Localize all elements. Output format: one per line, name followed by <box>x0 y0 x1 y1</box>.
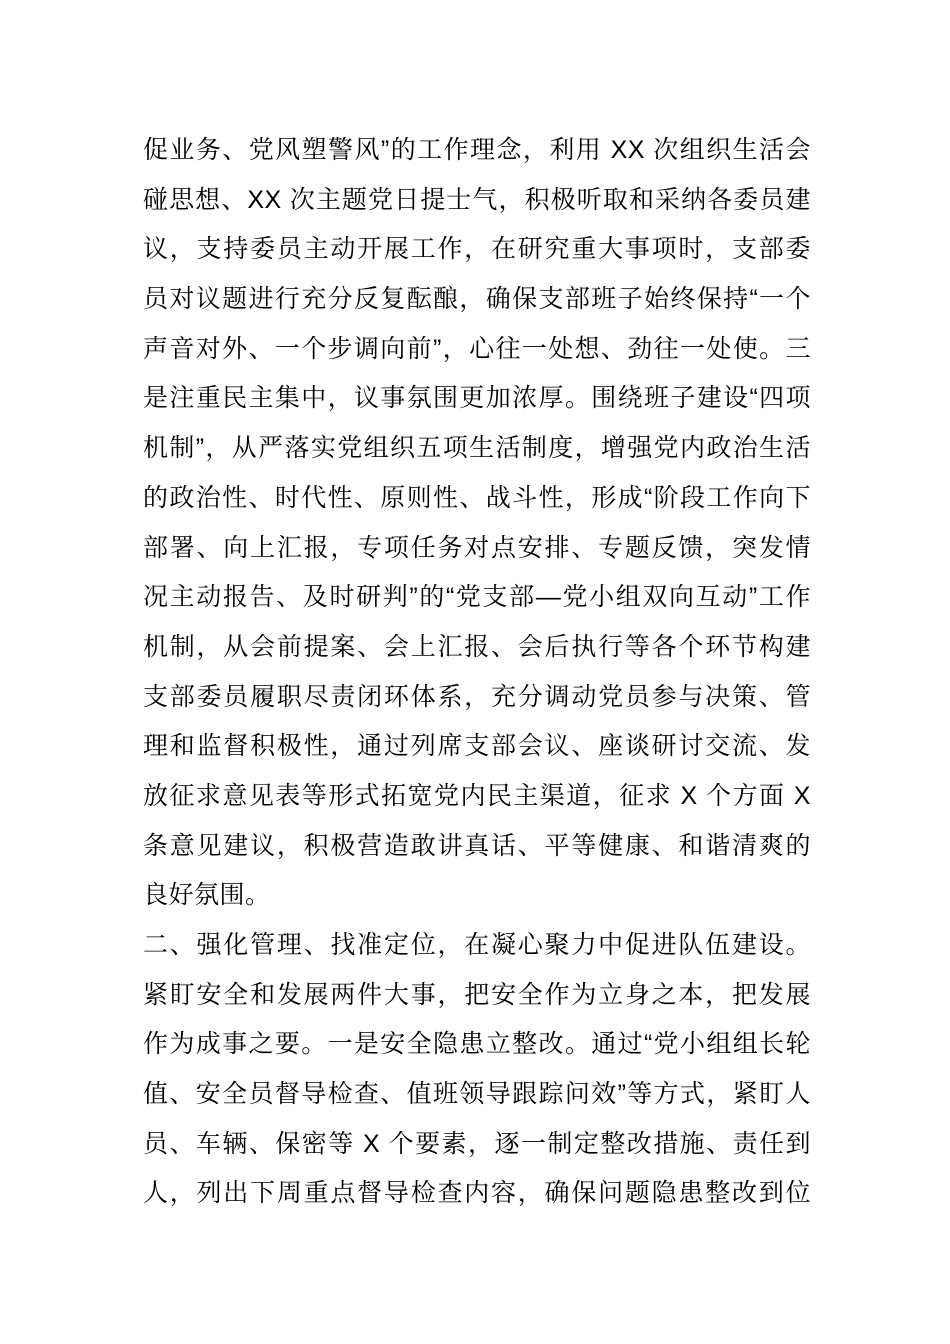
document-line: 声音对外、一个步调向前”，心往一处想、劲往一处使。三 <box>143 334 811 363</box>
document-text-block <box>143 126 811 1219</box>
document-line: 放征求意见表等形式拓宽党内民主渠道，征求 X 个方面 X <box>143 781 811 810</box>
document-line: 人，列出下周重点督导检查内容，确保问题隐患整改到位 <box>143 1179 811 1208</box>
document-line: 紧盯安全和发展两件大事，把安全作为立身之本，把发展 <box>143 980 811 1009</box>
document-line: 的政治性、时代性、原则性、战斗性，形成“阶段工作向下 <box>143 483 811 512</box>
document-line: 是注重民主集中，议事氛围更加浓厚。围绕班子建设“四项 <box>143 384 811 413</box>
document-line: 理和监督积极性，通过列席支部会议、座谈研讨交流、发 <box>143 732 811 761</box>
document-line: 机制”，从严落实党组织五项生活制度，增强党内政治生活 <box>143 434 811 463</box>
document-line: 值、安全员督导检查、值班领导跟踪问效”等方式，紧盯人 <box>143 1080 811 1109</box>
document-line-paragraph-end: 良好氛围。 <box>143 881 271 910</box>
document-line: 支部委员履职尽责闭环体系，充分调动党员参与决策、管 <box>143 682 811 711</box>
document-line: 况主动报告、及时研判”的“党支部—党小组双向互动”工作 <box>143 583 811 612</box>
document-line: 作为成事之要。一是安全隐患立整改。通过“党小组组长轮 <box>143 1030 811 1059</box>
document-line: 促业务、党风塑警风”的工作理念，利用 XX 次组织生活会 <box>143 136 811 164</box>
document-line: 员对议题进行充分反复酝酿，确保支部班子始终保持“一个 <box>143 285 811 314</box>
document-line: 议，支持委员主动开展工作，在研究重大事项时，支部委 <box>143 235 811 264</box>
document-line: 机制，从会前提案、会上汇报、会后执行等各个环节构建 <box>143 632 811 661</box>
document-line: 部署、向上汇报，专项任务对点安排、专题反馈，突发情 <box>143 533 811 562</box>
document-line: 条意见建议，积极营造敢讲真话、平等健康、和谐清爽的 <box>143 831 811 860</box>
document-line: 员、车辆、保密等 X 个要素，逐一制定整改措施、责任到 <box>143 1129 811 1158</box>
document-line: 碰思想、XX 次主题党日提士气，积极听取和采纳各委员建 <box>143 185 811 214</box>
document-line-section-heading: 二、强化管理、找准定位，在凝心聚力中促进队伍建设。 <box>143 931 811 959</box>
